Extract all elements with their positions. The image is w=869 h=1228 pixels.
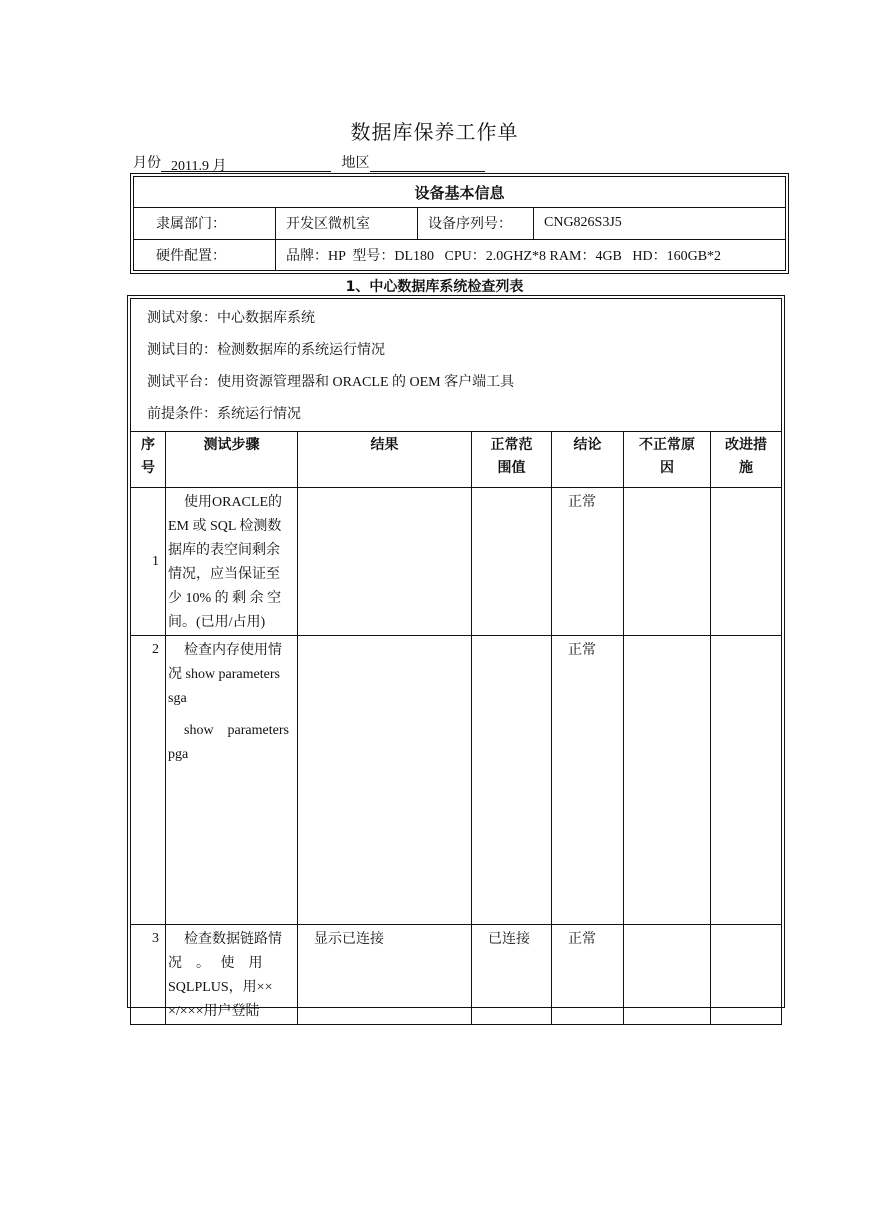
test-precondition: 前提条件：系统运行情况 [147, 407, 301, 422]
row-num: 1 [131, 488, 166, 636]
row-improve [711, 636, 782, 925]
region-label: 地区 [341, 156, 370, 171]
column-header-row [131, 432, 782, 488]
test-object: 测试对象：中心数据库系统 [147, 311, 315, 326]
row-range: 已连接 [472, 925, 552, 1025]
test-purpose: 测试目的：检测数据库的系统运行情况 [147, 343, 385, 358]
equipment-header: 设备基本信息 [134, 177, 786, 208]
month-field: 2011.9 月 [161, 155, 331, 172]
table-row [131, 636, 782, 925]
row-result: 显示已连接 [298, 925, 472, 1025]
row-steps: 检查数据链路情 况 。 使 用 SQLPLUS，用×× ×/×××用户登陆 [166, 925, 298, 1025]
row-range [472, 636, 552, 925]
row-range [472, 488, 552, 636]
col-conclusion: 结论 [552, 432, 624, 488]
dept-label: 隶属部门： [134, 208, 276, 239]
row-conclusion: 正常 [552, 925, 624, 1025]
month-label: 月份 [133, 156, 161, 171]
hw-label: 硬件配置： [134, 239, 276, 270]
table-row [131, 488, 782, 636]
dept-value: 开发区微机室 [276, 208, 418, 239]
check-list-table [127, 295, 785, 1019]
row-reason [624, 925, 711, 1025]
serial-value: CNG826S3J5 [534, 208, 786, 239]
hw-value: 品牌：HP 型号：DL180 CPU：2.0GHZ*8 RAM：4GB HD：160GB*2 [276, 239, 786, 270]
row-conclusion: 正常 [552, 488, 624, 636]
test-platform: 测试平台：使用资源管理器和 ORACLE 的 OEM 客户端工具 [147, 375, 515, 390]
col-steps: 测试步骤 [166, 432, 298, 488]
row-improve [711, 925, 782, 1025]
region-field [370, 155, 485, 172]
row-result [298, 636, 472, 925]
row-steps: 检查内存使用情 况 show parameters sga show parameters pga [166, 636, 298, 925]
col-seq: 序 号 [131, 432, 166, 488]
month-region-line [133, 152, 485, 172]
col-range: 正常范 围值 [472, 432, 552, 488]
col-reason: 不正常原 因 [624, 432, 711, 488]
section-title: 1、中心数据库系统检查列表 [345, 279, 524, 295]
row-steps: 使用ORACLE的 EM 或 SQL 检测数 据库的表空间剩余 情况，应当保证至 少 10% 的 剩 余 空 间。(已用/占用) [166, 488, 298, 636]
serial-label: 设备序列号： [418, 208, 534, 239]
row-num: 2 [131, 636, 166, 925]
col-improve: 改进措 施 [711, 432, 782, 488]
row-num: 3 [131, 925, 166, 1025]
row-result [298, 488, 472, 636]
page-title: 数据库保养工作单 [350, 122, 519, 144]
test-info [131, 299, 782, 432]
row-improve [711, 488, 782, 636]
row-conclusion: 正常 [552, 636, 624, 925]
row-reason [624, 488, 711, 636]
equipment-info-table [130, 173, 789, 274]
row-reason [624, 636, 711, 925]
table-row [131, 925, 782, 1025]
col-result: 结果 [298, 432, 472, 488]
